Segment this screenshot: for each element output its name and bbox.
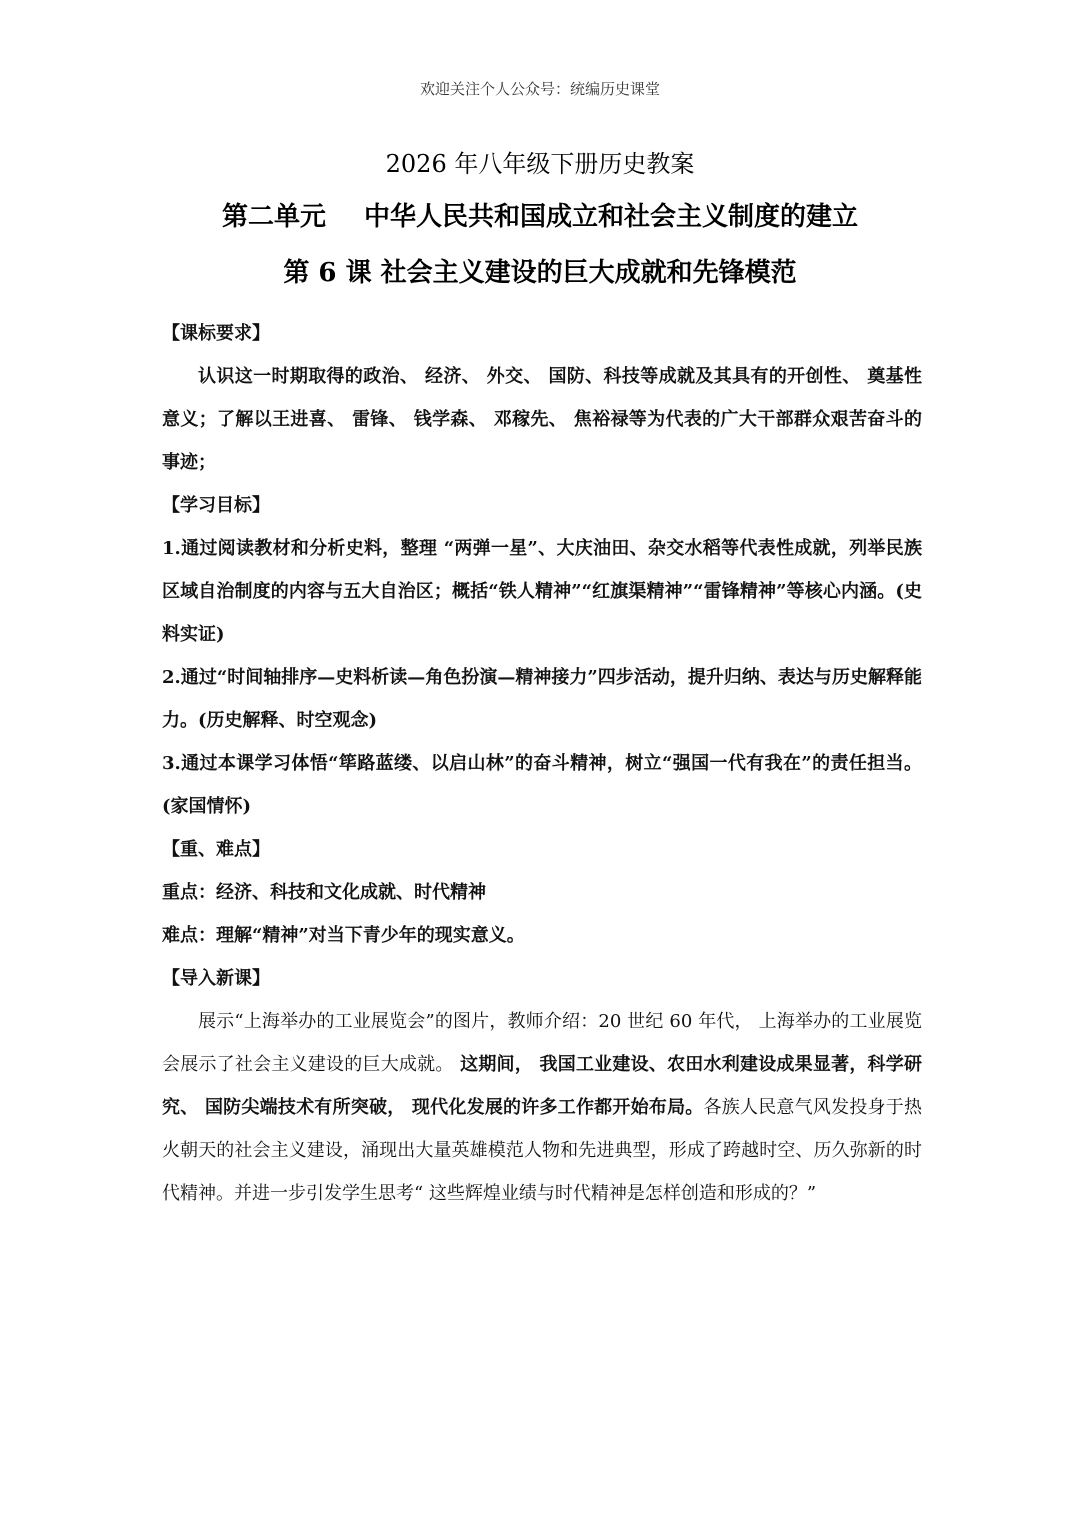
objectives-heading: 【学习目标】 — [162, 495, 270, 516]
objective-item-2: 2.通过“时间轴排序—史料析读—角色扮演—精神接力”四步活动，提升归纳、表达与历史解释能力。(历史解释、时空观念) — [162, 667, 922, 731]
intro-heading: 【导入新课】 — [162, 968, 270, 989]
intro-text-part-a: 展示“上海举办的工业展览会”的图片，教师介绍：20 世纪 60 年代， 上海举办的工业展览会展示了社会主义建设的巨大成就。 — [162, 1011, 922, 1075]
keypoints-heading: 【重、难点】 — [162, 839, 270, 860]
unit-number: 第二单元 — [221, 202, 326, 232]
intro-text-part-b: 这期间， 我国工业建设、农田水利建设成果显著，科学研究、 国防尖端技术有所突破， 现代化发展的许多工作都开始布局。 — [162, 1054, 923, 1118]
curriculum-heading: 【课标要求】 — [162, 323, 270, 344]
unit-name: 中华人民共和国成立和社会主义制度的建立 — [364, 202, 859, 232]
lesson-title: 第 6 课 社会主义建设的巨大成就和先锋模范 — [283, 258, 797, 288]
intro-text-part-c: 各族人民意气风发投身于热火朝天的社会主义建设，涌现出大量英雄模范人物和先进典型，形成了跨越时空、历久弥新的时代精神。并进一步引发学生思考“ 这些辉煌业绩与时代精神是怎样创造和形成的？” — [162, 1097, 923, 1204]
intro-text — [162, 1000, 922, 1215]
objective-item-1: 1.通过阅读教材和分析史料，整理 “两弹一星”、大庆油田、杂交水稻等代表性成就，列举民族区域自治制度的内容与五大自治区；概括“铁人精神”“红旗渠精神”“雷锋精神”等核心内涵。(史料实证) — [162, 538, 922, 645]
document-title: 2026 年八年级下册历史教案 — [385, 150, 695, 178]
curriculum-text: 认识这一时期取得的政治、 经济、 外交、 国防、科技等成就及其具有的开创性、 奠基性意义；了解以王进喜、 雷锋、 钱学森、 邓稼先、 焦裕禄等为代表的广大干部群众艰苦奋斗的事迹； — [162, 366, 922, 473]
document-body — [162, 312, 922, 1215]
unit-title — [0, 196, 1080, 233]
difficult-point: 难点：理解“精神”对当下青少年的现实意义。 — [162, 925, 525, 946]
key-point: 重点：经济、科技和文化成就、时代精神 — [162, 882, 486, 903]
header-note: 欢迎关注个人公众号：统编历史课堂 — [419, 80, 660, 98]
objective-item-3: 3.通过本课学习体悟“筚路蓝缕、以启山林”的奋斗精神，树立“强国一代有我在”的责任担当。(家国情怀) — [162, 753, 922, 817]
